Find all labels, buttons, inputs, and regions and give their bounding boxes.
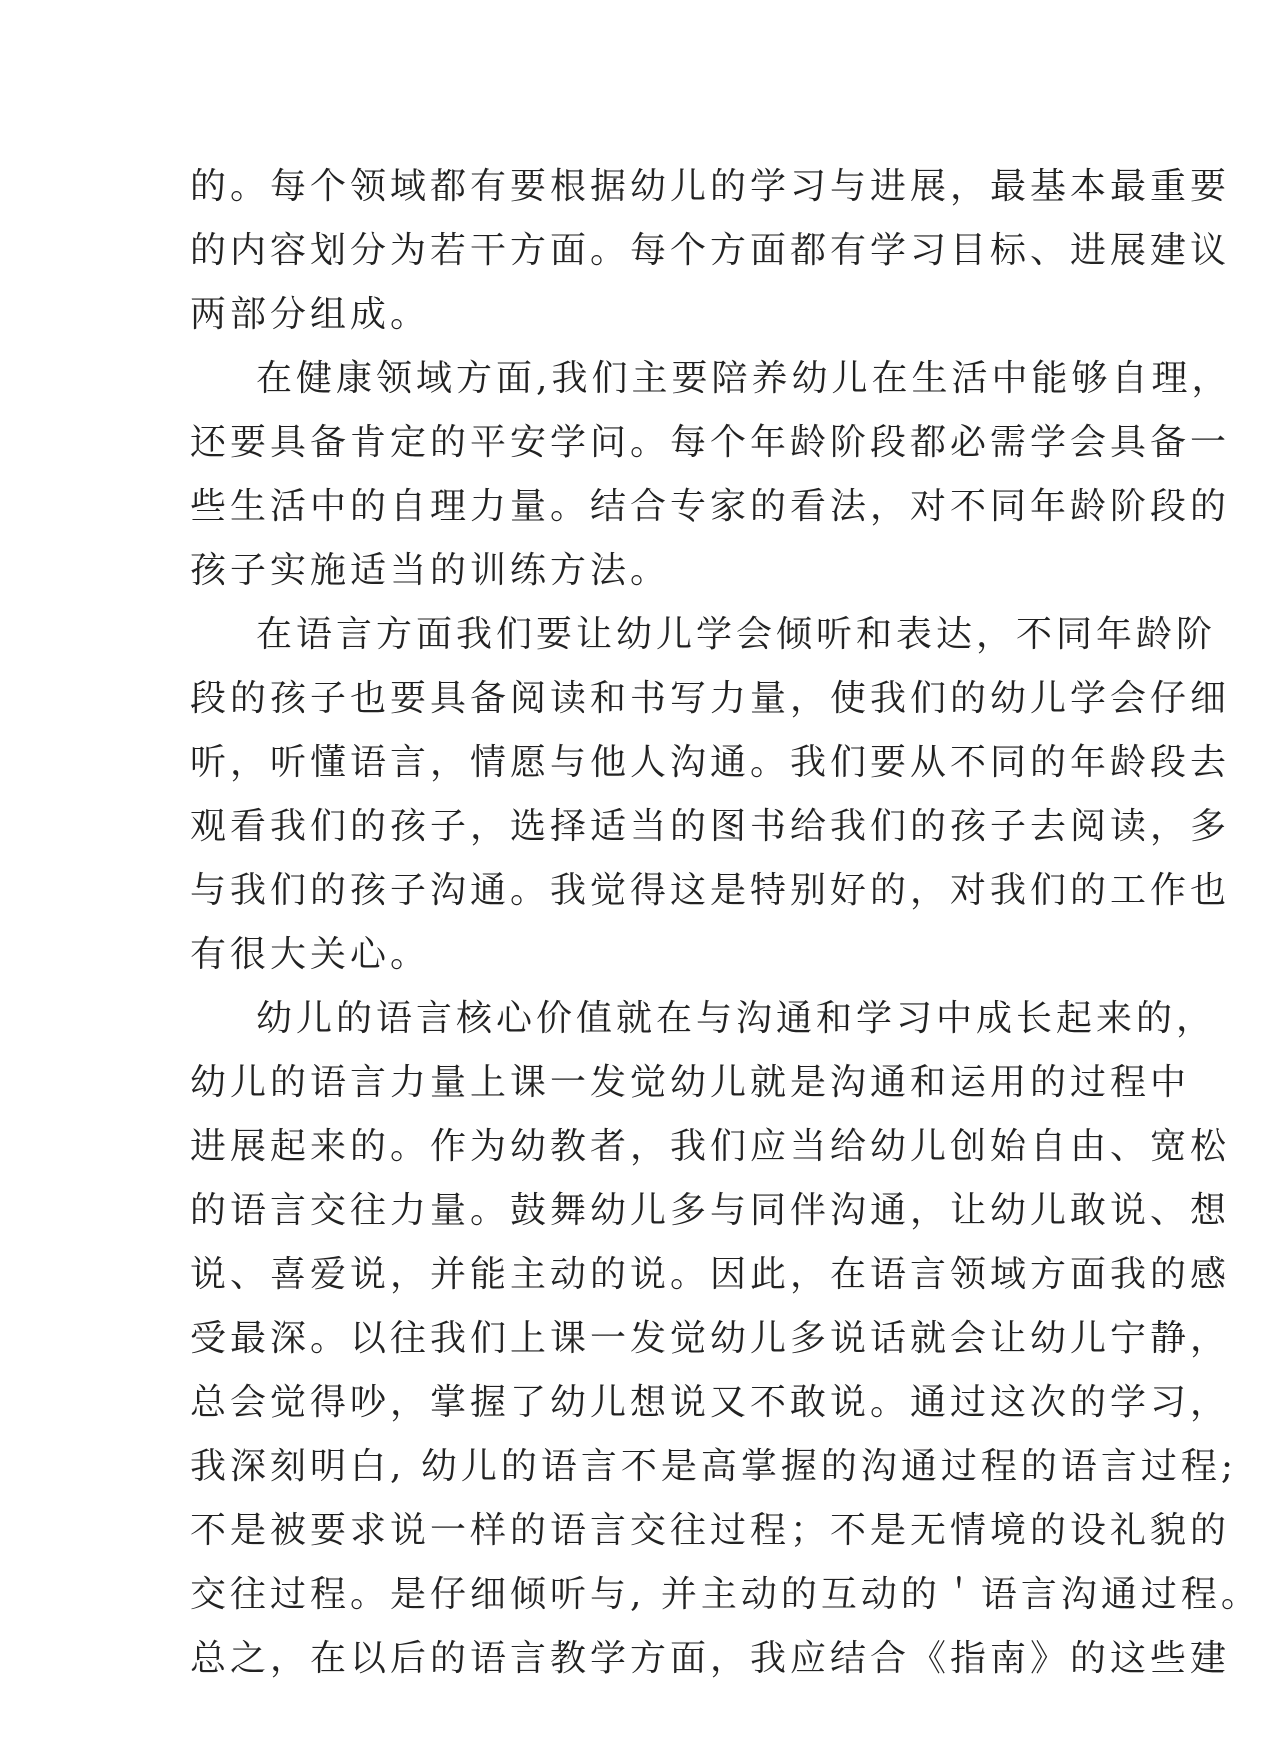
text-line: 受最深。以往我们上课一发觉幼儿多说话就会让幼儿宁静， <box>190 1318 1231 1359</box>
text-line: 与我们的孩子沟通。我觉得这是特别好的，对我们的工作也 <box>190 870 1231 911</box>
text-line: 有很大关心。 <box>190 934 431 975</box>
text-line: 听，听懂语言，情愿与他人沟通。我们要从不同的年龄段去 <box>190 742 1231 783</box>
paragraph-2 <box>190 347 1232 603</box>
text-line: 我深刻明白, 幼儿的语言不是高掌握的沟通过程的语言过程; <box>190 1446 1238 1487</box>
text-line: 总之，在以后的语言教学方面，我应结合《指南》的这些建 <box>190 1638 1231 1679</box>
text-line: 幼儿的语言力量上课一发觉幼儿就是沟通和运用的过程中 <box>190 1062 1191 1103</box>
text-line: 不是被要求说一样的语言交往过程；不是无情境的设礼貌的 <box>190 1510 1231 1551</box>
text-line: 幼儿的语言核心价值就在与沟通和学习中成长起来的， <box>256 998 1217 1039</box>
text-line: 交往过程。是仔细倾听与, 并主动的互动的＇语言沟通过程。 <box>190 1574 1261 1615</box>
document-body <box>190 155 1261 1691</box>
text-line: 进展起来的。作为幼教者，我们应当给幼儿创始自由、宽松 <box>190 1126 1231 1167</box>
text-line: 两部分组成。 <box>190 294 431 335</box>
text-line: 些生活中的自理力量。结合专家的看法，对不同年龄阶段的 <box>190 486 1231 527</box>
text-line: 说、喜爱说，并能主动的说。因此，在语言领域方面我的感 <box>190 1254 1231 1295</box>
paragraph-1 <box>190 155 1231 347</box>
paragraph-4 <box>190 987 1261 1691</box>
text-line: 还要具备肯定的平安学问。每个年龄阶段都必需学会具备一 <box>190 422 1231 463</box>
text-line: 在健康领域方面,我们主要陪养幼儿在生活中能够自理， <box>256 358 1232 399</box>
text-line: 观看我们的孩子，选择适当的图书给我们的孩子去阅读，多 <box>190 806 1231 847</box>
text-line: 的内容划分为若干方面。每个方面都有学习目标、进展建议 <box>190 230 1231 271</box>
text-line: 总会觉得吵，掌握了幼儿想说又不敢说。通过这次的学习， <box>190 1382 1231 1423</box>
text-line: 在语言方面我们要让幼儿学会倾听和表达，不同年龄阶 <box>256 614 1217 655</box>
text-line: 的语言交往力量。鼓舞幼儿多与同伴沟通，让幼儿敢说、想 <box>190 1190 1231 1231</box>
text-line: 的。每个领域都有要根据幼儿的学习与进展，最基本最重要 <box>190 166 1231 207</box>
paragraph-3 <box>190 603 1231 987</box>
text-line: 段的孩子也要具备阅读和书写力量，使我们的幼儿学会仔细 <box>190 678 1231 719</box>
text-line: 孩子实施适当的训练方法。 <box>190 550 671 591</box>
